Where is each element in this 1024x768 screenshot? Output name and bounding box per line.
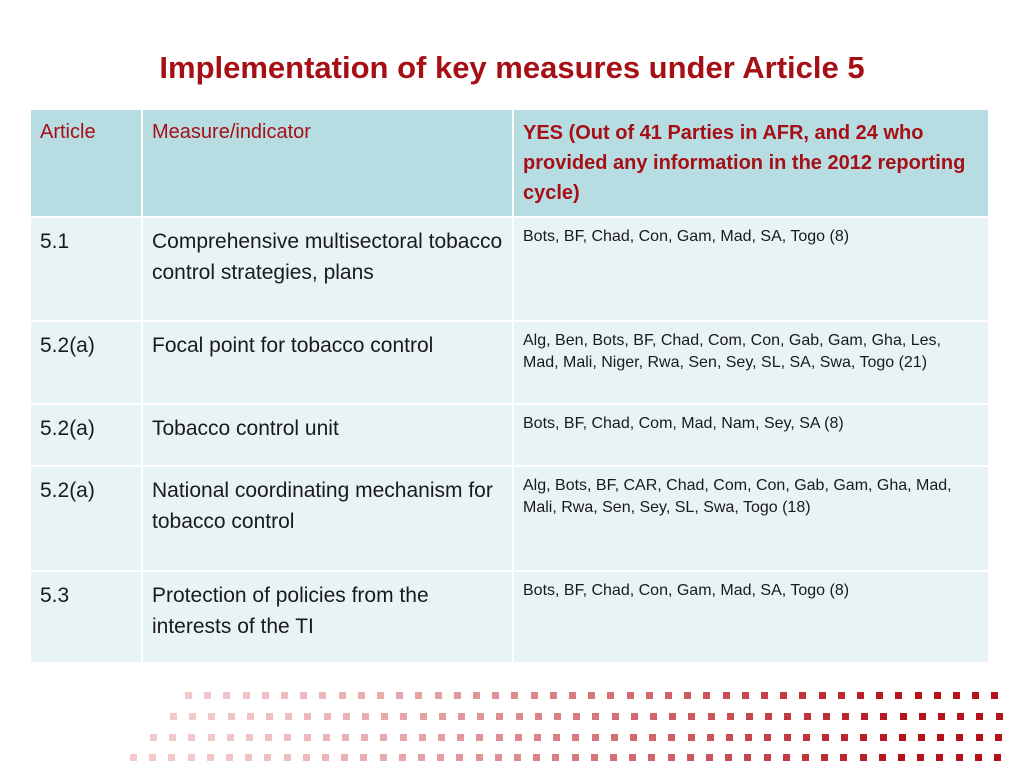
decorative-dot [876, 692, 883, 699]
decorative-dot [535, 713, 542, 720]
decorative-dot [612, 713, 619, 720]
decorative-dot [898, 754, 905, 761]
decorative-dot [476, 754, 483, 761]
decorative-dot [381, 713, 388, 720]
decorative-dot [360, 754, 367, 761]
decorative-dot [956, 754, 963, 761]
decorative-dot [840, 754, 847, 761]
decorative-dot [631, 713, 638, 720]
decorative-dot [418, 754, 425, 761]
decorative-dot [304, 734, 311, 741]
decorative-dot [668, 734, 675, 741]
decorative-dot [841, 734, 848, 741]
decorative-dot [569, 692, 576, 699]
decorative-dot [188, 754, 195, 761]
decorative-dot [362, 713, 369, 720]
decorative-dot [917, 754, 924, 761]
decorative-dot [976, 734, 983, 741]
decorative-dot [204, 692, 211, 699]
decorative-dot [361, 734, 368, 741]
decorative-dot [938, 713, 945, 720]
decorative-dot [976, 713, 983, 720]
decorative-dot [957, 713, 964, 720]
cell-parties: Bots, BF, Chad, Con, Gam, Mad, SA, Togo (8) [513, 217, 989, 321]
decorative-dot [668, 754, 675, 761]
decorative-dot [435, 692, 442, 699]
decorative-dot [764, 734, 771, 741]
decorative-dot [531, 692, 538, 699]
decorative-dot [842, 713, 849, 720]
decorative-dot [323, 734, 330, 741]
decorative-dot [761, 692, 768, 699]
decorative-dot [823, 713, 830, 720]
decorative-dot [687, 754, 694, 761]
decorative-dot [857, 692, 864, 699]
header-article: Article [30, 109, 142, 217]
cell-parties: Bots, BF, Chad, Com, Mad, Nam, Sey, SA (8) [513, 404, 989, 466]
decorative-dot [880, 713, 887, 720]
decorative-dot [591, 754, 598, 761]
decorative-dot [185, 692, 192, 699]
decorative-dot [246, 734, 253, 741]
cell-article: 5.3 [30, 571, 142, 663]
decorative-dot [861, 713, 868, 720]
decorative-dot [610, 754, 617, 761]
decorative-dot [588, 692, 595, 699]
decorative-dot [764, 754, 771, 761]
decorative-dot [396, 692, 403, 699]
decorative-dot [438, 734, 445, 741]
decorative-dot [725, 754, 732, 761]
decorative-dot [630, 734, 637, 741]
decorative-dot [707, 734, 714, 741]
decorative-dot [742, 692, 749, 699]
cell-measure: Protection of policies from the interests of the TI [142, 571, 513, 663]
decorative-dot [264, 754, 271, 761]
decorative-dot [819, 692, 826, 699]
decorative-dot [799, 692, 806, 699]
decorative-dot [339, 692, 346, 699]
cell-measure: Comprehensive multisectoral tobacco control strategies, plans [142, 217, 513, 321]
decorative-dot [265, 734, 272, 741]
decorative-dot [995, 734, 1002, 741]
decorative-dot [420, 713, 427, 720]
decorative-dot [380, 754, 387, 761]
table-row [30, 217, 989, 321]
decorative-dot [208, 734, 215, 741]
decorative-dot [822, 734, 829, 741]
decorative-dot [324, 713, 331, 720]
table-row [30, 466, 989, 571]
decorative-dot [553, 734, 560, 741]
decorative-dot [400, 713, 407, 720]
decorative-dot [149, 754, 156, 761]
decorative-dot [419, 734, 426, 741]
decorative-dot [744, 754, 751, 761]
cell-article: 5.2(a) [30, 321, 142, 404]
decorative-dot [784, 734, 791, 741]
decorative-dot [899, 734, 906, 741]
decorative-dot [284, 754, 291, 761]
decorative-dot [515, 734, 522, 741]
decorative-dot [627, 692, 634, 699]
decorative-dot [473, 692, 480, 699]
decorative-dot [495, 754, 502, 761]
decorative-dot [803, 734, 810, 741]
decorative-dot [688, 713, 695, 720]
decorative-dot [860, 754, 867, 761]
decorative-dot [437, 754, 444, 761]
cell-parties: Alg, Ben, Bots, BF, Chad, Com, Con, Gab, Gam, Gha, Les, Mad, Mali, Niger, Rwa, Sen, Sey, SL, SA, Swa, Togo (21) [513, 321, 989, 404]
decorative-dot [319, 692, 326, 699]
decorative-dot [343, 713, 350, 720]
decorative-dot [322, 754, 329, 761]
decorative-dot [516, 713, 523, 720]
decorative-dot [900, 713, 907, 720]
decorative-dot [880, 734, 887, 741]
decorative-dot [476, 734, 483, 741]
decorative-dot [380, 734, 387, 741]
decorative-dot [262, 692, 269, 699]
decorative-dot [285, 713, 292, 720]
decorative-dot [550, 692, 557, 699]
decorative-dot [746, 713, 753, 720]
decorative-dot [783, 754, 790, 761]
decorative-dot [377, 692, 384, 699]
decorative-dot [629, 754, 636, 761]
decorative-dot [358, 692, 365, 699]
decorative-dot [607, 692, 614, 699]
decorative-dot [895, 692, 902, 699]
decorative-dot [247, 713, 254, 720]
decorative-dot [860, 734, 867, 741]
decorative-dot [207, 754, 214, 761]
decorative-dot [723, 692, 730, 699]
decorative-dot [341, 754, 348, 761]
cell-article: 5.1 [30, 217, 142, 321]
decorative-dot [477, 713, 484, 720]
decorative-dot [168, 754, 175, 761]
decorative-dot [649, 734, 656, 741]
decorative-dot [304, 713, 311, 720]
cell-measure: National coordinating mechanism for tobacco control [142, 466, 513, 571]
decorative-dot [554, 713, 561, 720]
decorative-dot [572, 754, 579, 761]
cell-parties: Bots, BF, Chad, Con, Gam, Mad, SA, Togo (8) [513, 571, 989, 663]
decorative-dot [223, 692, 230, 699]
decorative-dot [879, 754, 886, 761]
decorative-dot [399, 754, 406, 761]
decorative-dot [266, 713, 273, 720]
decorative-dot [511, 692, 518, 699]
decorative-dot [456, 754, 463, 761]
decorative-dot [457, 734, 464, 741]
decorative-dot [303, 754, 310, 761]
decorative-dot [838, 692, 845, 699]
decorative-dot [284, 734, 291, 741]
decorative-dot [784, 713, 791, 720]
decorative-dot [688, 734, 695, 741]
decorative-dot [415, 692, 422, 699]
decorative-dot [189, 713, 196, 720]
cell-measure: Focal point for tobacco control [142, 321, 513, 404]
decorative-dot [821, 754, 828, 761]
decorative-dot [400, 734, 407, 741]
decorative-dot [727, 713, 734, 720]
decorative-dot [937, 734, 944, 741]
decorative-dot [492, 692, 499, 699]
decorative-dot [915, 692, 922, 699]
decorative-dot [936, 754, 943, 761]
decorative-dot [646, 692, 653, 699]
decorative-dot [342, 734, 349, 741]
decorative-dot [496, 734, 503, 741]
decorative-dot [780, 692, 787, 699]
decorative-dot [228, 713, 235, 720]
header-parties: YES (Out of 41 Parties in AFR, and 24 who provided any information in the 2012 reporting cycle) [513, 109, 989, 217]
decorative-dot [300, 692, 307, 699]
decorative-dot [227, 734, 234, 741]
decorative-dot [169, 734, 176, 741]
decorative-dot [592, 734, 599, 741]
decorative-dot [611, 734, 618, 741]
decorative-dot [514, 754, 521, 761]
decorative-dot [243, 692, 250, 699]
decorative-dot [552, 754, 559, 761]
decorative-dot [706, 754, 713, 761]
decorative-dot [208, 713, 215, 720]
decorative-dot [975, 754, 982, 761]
cell-article: 5.2(a) [30, 466, 142, 571]
table-row [30, 571, 989, 663]
decorative-dot [994, 754, 1001, 761]
decorative-dot [534, 734, 541, 741]
decorative-dot [726, 734, 733, 741]
decorative-dot [804, 713, 811, 720]
decorative-dot [572, 734, 579, 741]
decorative-dot [439, 713, 446, 720]
decorative-dot [458, 713, 465, 720]
decorative-dot [934, 692, 941, 699]
decorative-dot [188, 734, 195, 741]
decorative-dot [956, 734, 963, 741]
cell-parties: Alg, Bots, BF, CAR, Chad, Com, Con, Gab, Gam, Gha, Mad, Mali, Rwa, Sen, Sey, SL, Swa, Togo (18) [513, 466, 989, 571]
decorative-dot [802, 754, 809, 761]
decorative-dot [665, 692, 672, 699]
decorative-dot [953, 692, 960, 699]
decorative-dot [703, 692, 710, 699]
decorative-dot [708, 713, 715, 720]
decorative-dot [533, 754, 540, 761]
decorative-dot [245, 754, 252, 761]
cell-measure: Tobacco control unit [142, 404, 513, 466]
decorative-dot [972, 692, 979, 699]
decorative-dot [573, 713, 580, 720]
table-row [30, 404, 989, 466]
decorative-dot [919, 713, 926, 720]
decorative-dot [745, 734, 752, 741]
decorative-dot [669, 713, 676, 720]
decorative-dot [996, 713, 1003, 720]
header-measure: Measure/indicator [142, 109, 513, 217]
decorative-dot [918, 734, 925, 741]
cell-article: 5.2(a) [30, 404, 142, 466]
decorative-dot [991, 692, 998, 699]
decorative-dot [648, 754, 655, 761]
slide-title: Implementation of key measures under Article 5 [159, 50, 865, 85]
decorative-dot [765, 713, 772, 720]
table-row [30, 321, 989, 404]
decorative-dot [454, 692, 461, 699]
table-header-row [30, 109, 989, 217]
decorative-dot [226, 754, 233, 761]
decorative-dot [592, 713, 599, 720]
decorative-dot [684, 692, 691, 699]
decorative-dot [650, 713, 657, 720]
decorative-dot-pattern [0, 684, 1024, 768]
decorative-dot [130, 754, 137, 761]
measures-table [29, 108, 990, 664]
decorative-dot [281, 692, 288, 699]
decorative-dot [150, 734, 157, 741]
decorative-dot [496, 713, 503, 720]
decorative-dot [170, 713, 177, 720]
